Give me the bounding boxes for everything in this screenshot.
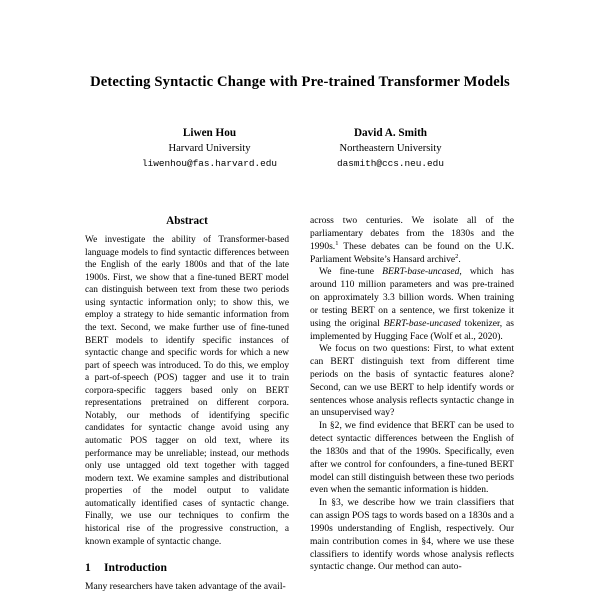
rp1-text-a: across two centuries. We isolate all of the parliamentary debates from the 1830s and the 1990s. — [310, 215, 514, 252]
title-block — [85, 0, 515, 92]
model-name-italic: BERT-base-uncased — [382, 266, 460, 278]
right-paragraph-2 — [310, 266, 514, 343]
two-column-body — [85, 215, 515, 594]
model-name-italic: BERT-base-uncased — [383, 317, 461, 329]
abstract-heading: Abstract — [166, 215, 208, 228]
right-paragraph-1 — [310, 215, 514, 266]
author-email: liwenhou@fas.harvard.edu — [141, 157, 278, 169]
rp2-text-a: We fine-tune — [319, 266, 383, 278]
footnote-marker-2: 2 — [455, 252, 459, 260]
author-affiliation: Northeastern University — [339, 143, 442, 155]
rp1-text-c: . — [458, 253, 461, 265]
right-paragraph-3: We focus on two questions: First, to what extent can BERT distinguish text from different time periods on the basis of syntactic features alone? Second, can we use BERT to help identify words or sentences whose analysis reflects syntactic change in an unsupervised way? — [310, 343, 514, 419]
rp1-text-b: These debates can be found on the U.K. Parliament Website’s Hansard archive — [310, 240, 514, 265]
section-title: Introduction — [104, 561, 167, 575]
author-name: David A. Smith — [353, 126, 428, 139]
section-heading-introduction — [85, 561, 289, 574]
rp2-text-c: tokenizer, as implemented by Hugging Face (Wolf et al., 2020). — [310, 317, 514, 342]
author-block — [85, 126, 515, 172]
author-entry — [300, 126, 481, 172]
rp2-text-b: , which has around 110 million parameters and was pre-trained on approximately 3.3 billion words. When training or testing BERT on a sentence, we first tokenize it using the original — [310, 266, 514, 329]
author-entry — [119, 126, 300, 172]
left-column — [85, 215, 289, 594]
author-affiliation: Harvard University — [168, 143, 251, 155]
introduction-first-paragraph: Many researchers have taken advantage of the avail- — [85, 581, 286, 593]
abstract-body: We investigate the ability of Transformer-based language models to find syntactic differences between the English of the early 1800s and that of the late 1900s. First, we show that a fine-tuned BERT model can distinguish between text from these two periods using syntactic information only; to show this, we employ a strategy to hide semantic information from the text. Second, we make further use of fine-tuned BERT models to identify specific instances of syntactic change and specific words for which a new part of speech was introduced. To do this, we employ a part-of-speech (POS) tagger and use it to train corpora-specific taggers based only on BERT representations pretrained on different corpora. Notably, our methods of identifying specific candidates for syntactic change avoid using any automatic POS tagger on old text, where its performance may be unreliable; instead, our methods only use untagged old text together with tagged modern text. We examine samples and distributional properties of the model output to validate automatically identified cases of syntactic change. Finally, we use our techniques to confirm the historical rise of the progressive construction, a known example of syntactic change. — [85, 235, 289, 547]
right-paragraph-5: In §3, we describe how we train classifiers that can assign POS tags to words based on a 1830s and a 1990s understanding of English, respectively. Our main contribution comes in §4, where we use these classifiers to identify words whose analysis reflects syntactic change. Our method can auto- — [310, 497, 514, 573]
right-column — [310, 215, 514, 594]
footnote-marker-1: 1 — [335, 239, 339, 247]
section-number: 1 — [85, 561, 91, 575]
author-name: Liwen Hou — [182, 126, 237, 139]
right-paragraph-4: In §2, we find evidence that BERT can be used to detect syntactic differences between the English of the 1830s and that of the 1990s. Specifically, even after we control for confounders, a fine-tuned BERT model can still distinguish between these two periods even when the semantic information is hidden. — [310, 420, 514, 496]
page-title: Detecting Syntactic Change with Pre-trained Transformer Models — [90, 74, 510, 90]
author-email: dasmith@ccs.neu.edu — [337, 157, 444, 169]
